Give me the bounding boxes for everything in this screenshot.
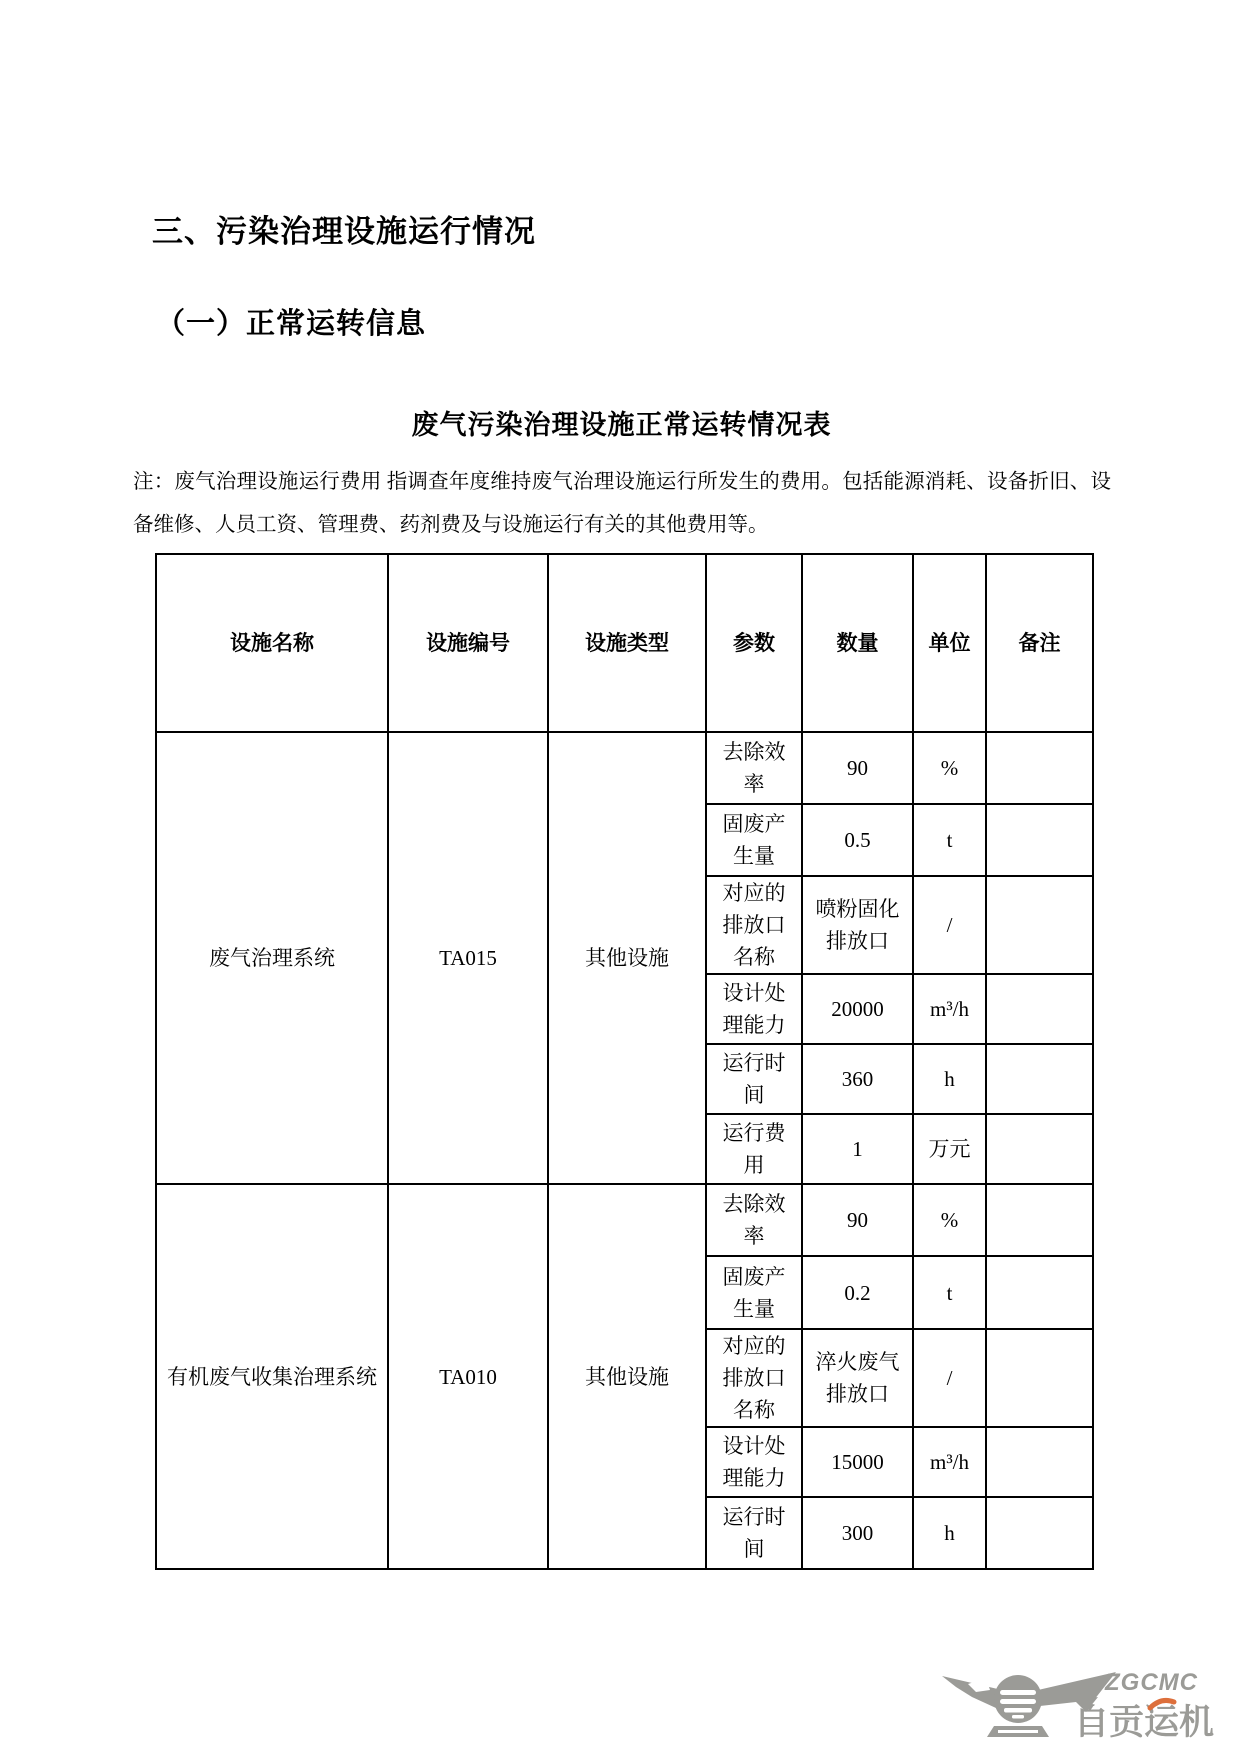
value-cell: 90 <box>802 732 913 804</box>
unit-cell: t <box>913 1256 986 1329</box>
unit-cell: t <box>913 804 986 876</box>
facility-type-cell: 其他设施 <box>548 1184 706 1569</box>
value-cell: 0.5 <box>802 804 913 876</box>
logo-text-en: ZGCMC <box>1105 1669 1198 1696</box>
value-cell: 喷粉固化排放口 <box>802 876 913 974</box>
header-facility-code: 设施编号 <box>388 554 548 732</box>
facility-name-cell: 废气治理系统 <box>156 732 388 1184</box>
unit-cell: h <box>913 1044 986 1114</box>
unit-cell: / <box>913 876 986 974</box>
param-cell: 对应的排放口名称 <box>706 876 802 974</box>
subsection-heading: （一）正常运转信息 <box>156 308 427 340</box>
unit-cell: m³/h <box>913 1427 986 1497</box>
unit-cell: h <box>913 1497 986 1569</box>
remark-cell <box>986 1044 1093 1114</box>
remark-cell <box>986 732 1093 804</box>
unit-cell: / <box>913 1329 986 1427</box>
remark-cell <box>986 974 1093 1044</box>
value-cell: 360 <box>802 1044 913 1114</box>
remark-cell <box>986 1329 1093 1427</box>
param-cell: 固废产生量 <box>706 1256 802 1329</box>
unit-cell: % <box>913 732 986 804</box>
value-cell: 15000 <box>802 1427 913 1497</box>
remark-cell <box>986 1256 1093 1329</box>
param-cell: 运行费用 <box>706 1114 802 1184</box>
remark-cell <box>986 1497 1093 1569</box>
header-facility-type: 设施类型 <box>548 554 706 732</box>
facility-type-cell: 其他设施 <box>548 732 706 1184</box>
param-cell: 对应的排放口名称 <box>706 1329 802 1427</box>
header-remark: 备注 <box>986 554 1093 732</box>
facility-code-cell: TA010 <box>388 1184 548 1569</box>
param-cell: 固废产生量 <box>706 804 802 876</box>
company-logo <box>938 1652 1238 1747</box>
remark-cell <box>986 1114 1093 1184</box>
value-cell: 300 <box>802 1497 913 1569</box>
facility-name-cell: 有机废气收集治理系统 <box>156 1184 388 1569</box>
header-unit: 单位 <box>913 554 986 732</box>
facility-operation-table <box>155 553 1094 1570</box>
section-heading: 三、污染治理设施运行情况 <box>152 214 536 249</box>
param-cell: 去除效率 <box>706 1184 802 1256</box>
table-row <box>156 732 1093 804</box>
table-title: 废气污染治理设施正常运转情况表 <box>411 410 832 440</box>
header-quantity: 数量 <box>802 554 913 732</box>
logo-text-cn: 自贡运机 <box>1074 1703 1215 1742</box>
header-facility-name: 设施名称 <box>156 554 388 732</box>
value-cell: 90 <box>802 1184 913 1256</box>
unit-cell: 万元 <box>913 1114 986 1184</box>
remark-cell <box>986 804 1093 876</box>
param-cell: 设计处理能力 <box>706 1427 802 1497</box>
param-cell: 设计处理能力 <box>706 974 802 1044</box>
param-cell: 运行时间 <box>706 1497 802 1569</box>
table-note: 注：废气治理设施运行费用 指调查年度维持废气治理设施运行所发生的费用。包括能源消耗、设备折旧、设备维修、人员工资、管理费、药剂费及与设施运行有关的其他费用等。 <box>133 471 1111 536</box>
table-row <box>156 1184 1093 1256</box>
table-header-row <box>156 554 1093 732</box>
remark-cell <box>986 1184 1093 1256</box>
remark-cell <box>986 1427 1093 1497</box>
param-cell: 去除效率 <box>706 732 802 804</box>
unit-cell: % <box>913 1184 986 1256</box>
facility-code-cell: TA015 <box>388 732 548 1184</box>
value-cell: 20000 <box>802 974 913 1044</box>
unit-cell: m³/h <box>913 974 986 1044</box>
value-cell: 1 <box>802 1114 913 1184</box>
header-parameter: 参数 <box>706 554 802 732</box>
param-cell: 运行时间 <box>706 1044 802 1114</box>
value-cell: 0.2 <box>802 1256 913 1329</box>
value-cell: 淬火废气排放口 <box>802 1329 913 1427</box>
remark-cell <box>986 876 1093 974</box>
